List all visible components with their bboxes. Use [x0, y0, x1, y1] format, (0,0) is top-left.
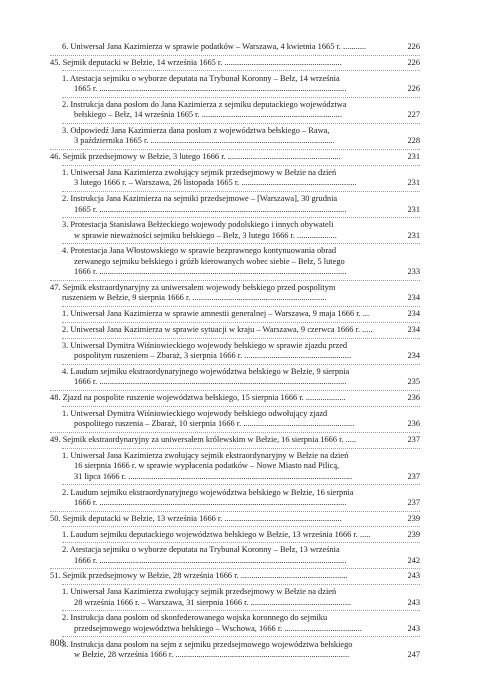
toc-entry-title: [62, 451, 398, 482]
toc-divider: [50, 55, 420, 56]
toc-page-number: 237: [407, 497, 420, 507]
toc-section: [50, 435, 420, 445]
toc-page-number: 237: [407, 471, 420, 481]
toc-section: [50, 283, 420, 304]
toc-page-number: 234: [407, 325, 420, 335]
page-number: 808: [50, 639, 65, 649]
toc-page-number: 226: [407, 83, 420, 93]
toc-divider: [62, 123, 420, 124]
toc-page-number: 242: [407, 555, 420, 565]
toc-divider: [50, 390, 420, 391]
toc-entry-line: 3. Protestacja Stanisława Bełżeckiego wojewody podolskiego i innych obywateli: [62, 220, 334, 230]
toc-entry-title: [62, 488, 398, 509]
toc-divider: [62, 338, 420, 339]
toc-entry-line: 1665 r. ......................................................................................................................: [74, 204, 347, 214]
toc-page-number: 231: [407, 152, 420, 162]
toc-entry-line: 1. Laudum sejmiku deputackiego województwa bełskiego w Bełzie, 13 września 1666 r. .....: [62, 529, 371, 539]
toc-entry-line: 1666 r. ......................................................................................................................: [74, 267, 347, 277]
toc-entry-line: 2. Instrukcja Jana Kazimierza na sejmiki przedsejmowe – [Warszawa], 30 grudnia: [62, 194, 338, 204]
toc-page-number: 231: [407, 178, 420, 188]
toc-entry-title: [50, 152, 398, 162]
toc-entry-line: 6. Uniwersał Jana Kazimierza w sprawie podatków – Warszawa, 4 kwietnia 1665 r. ...........: [62, 42, 367, 51]
toc-entry-line: 50. Sejmik deputacki w Bełzie, 13 września 1666 r. ........................................................: [50, 513, 342, 523]
toc-entry-title: [62, 220, 398, 241]
toc-entry-line: w sprawie nieważności sejmiku bełskiego – Bełz, 3 lutego 1666 r. ...................: [74, 230, 337, 240]
toc-subentry: [50, 530, 420, 540]
toc-entry-title: [62, 587, 398, 608]
toc-section: [50, 571, 420, 581]
toc-divider: [62, 542, 420, 543]
toc-entry-line: 1. Uniwersał Jana Kazimierza zwołujący sejmik przedsejmowy w Bełzie na dzień: [62, 167, 337, 177]
toc-divider: [50, 568, 420, 569]
toc-entry-title: [50, 283, 398, 304]
toc-divider: [62, 484, 420, 485]
toc-entry-line: 47. Sejmik ekstraordynaryjny za uniwersałem wojewody bełskiego przed pospolitym: [50, 283, 336, 293]
toc-entry-title: [62, 341, 398, 362]
toc-entry-line: w Bełzie, 28 września 1666 r. ...................................................................................: [74, 650, 350, 660]
toc-subentry: [50, 309, 420, 319]
toc-entry-line: 2. Instrukcja dana posłom od skonfederowanego wojska koronnego do sejmiku: [62, 613, 328, 623]
toc-entry-title: [62, 168, 398, 189]
toc-entry-line: 48. Zjazd na pospolite ruszenie województwa bełskiego, 15 sierpnia 1666 r. ...................: [50, 393, 346, 403]
toc-divider: [62, 70, 420, 71]
toc-entry-line: 3. Odpowiedź Jana Kazimierza dana posłom z województwa bełskiego – Rawa,: [62, 125, 330, 135]
toc-divider: [50, 432, 420, 433]
toc-entry-line: pospolitego ruszenia – Zbaraż, 10 sierpnia 1666 r. .....................................................: [74, 419, 355, 429]
toc-divider: [62, 364, 420, 365]
toc-subentry: [50, 409, 420, 430]
toc-entry-title: [50, 435, 398, 445]
toc-entry-title: [62, 42, 398, 52]
toc-entry-line: 4. Protestacja Jana Włostowskiego w sprawie bezprawnego kontynuowania obrad: [62, 246, 337, 256]
toc-entry-line: 3. Instrukcja dana posłom na sejm z sejmiku przedsejmowego województwa bełskiego: [62, 639, 353, 649]
toc-page-number: 228: [407, 136, 420, 146]
toc-entry-line: 2. Laudum sejmiku ekstraordynaryjnego województwa bełskiego w Bełzie, 16 sierpnia: [62, 487, 354, 497]
toc-divider: [62, 97, 420, 98]
toc-subentry: [50, 168, 420, 189]
toc-entry-title: [62, 640, 398, 661]
toc-entry-line: 28 września 1666 r. – Warszawa, 31 sierpnia 1666 r. ................................................: [74, 597, 352, 607]
toc-entry-line: 2. Uniwersał Jana Kazimierza w sprawie sytuacji w kraju – Warszawa, 9 czerwca 1666 r. .....: [62, 325, 373, 335]
toc-subentry: [50, 341, 420, 362]
toc-page-number: 247: [407, 650, 420, 660]
toc-page-number: 226: [407, 42, 420, 51]
toc-entry-line: 1666 r. ......................................................................................................................: [74, 377, 347, 387]
toc-entry-line: 45. Sejmik deputacki w Bełzie, 14 września 1665 r. ........................................................: [50, 57, 342, 67]
toc-entry-title: [62, 409, 398, 430]
toc-entry-line: 49. Sejmik ekstraordynaryjny za uniwersałem królewskim w Bełzie, 16 sierpnia 1666 r. .....: [50, 435, 357, 445]
toc-entry-line: 1. Uniwersał Jana Kazimierza w sprawie amnestii generalnej – Warszawa, 9 maja 1666 r. ...: [62, 309, 370, 319]
toc-page-number: 231: [407, 204, 420, 214]
toc-entry-title: [62, 246, 398, 277]
toc-divider: [62, 584, 420, 585]
toc-divider: [62, 165, 420, 166]
toc-section: [50, 514, 420, 524]
toc-entry-line: 51. Sejmik przedsejmowy w Bełzie, 28 września 1666 r. ...................................................: [50, 571, 348, 581]
toc-subentry: [50, 74, 420, 95]
toc-entry-title: [62, 74, 398, 95]
toc-entry-title: [50, 571, 398, 581]
toc-entry-line: 1. Uniwersał Jana Kazimierza zwołujący sejmik ekstraordynaryjny w Bełzie na dzień: [62, 450, 349, 460]
toc-page-number: 234: [407, 293, 420, 303]
toc-page-number: 239: [407, 529, 420, 539]
toc-entry-title: [62, 530, 398, 540]
toc-entry-line: 46. Sejmik przedsejmowy w Bełzie, 3 lutego 1666 r. ......................................................: [50, 152, 341, 162]
toc-divider: [62, 306, 420, 307]
toc-divider: [62, 217, 420, 218]
toc-divider: [50, 149, 420, 150]
toc-subentry: [50, 100, 420, 121]
table-of-contents: [50, 42, 420, 660]
toc-entry-line: 1. Uniwersał Jana Kazimierza zwołujący sejmik przedsejmowy w Bełzie na dzień: [62, 587, 337, 597]
toc-subentry: [50, 545, 420, 566]
toc-entry-title: [62, 126, 398, 147]
toc-subentry: [50, 246, 420, 277]
toc-divider: [62, 610, 420, 611]
toc-page-number: 243: [407, 597, 420, 607]
toc-subentry: [50, 126, 420, 147]
toc-subentry: [50, 220, 420, 241]
toc-page-number: 226: [407, 57, 420, 67]
toc-divider: [50, 511, 420, 512]
toc-divider: [50, 280, 420, 281]
toc-section: [50, 393, 420, 403]
toc-entry-line: 1666 r. ......................................................................................................................: [74, 555, 347, 565]
toc-page-number: 233: [407, 267, 420, 277]
toc-page-number: 237: [407, 435, 420, 445]
toc-entry-line: przedsejmowego województwa bełskiego – Wschowa, 1666 r. .....................................: [74, 623, 362, 633]
toc-entry-line: 3. Uniwersał Dymitra Wiśniowieckiego wojewody bełskiego w sprawie zjazdu przed: [62, 340, 348, 350]
toc-subentry: [50, 488, 420, 509]
toc-divider: [62, 322, 420, 323]
toc-subentry: [50, 325, 420, 335]
toc-page-number: 234: [407, 309, 420, 319]
toc-entry-title: [62, 325, 398, 335]
toc-section: [50, 152, 420, 162]
toc-entry-line: 1665 r. ......................................................................................................................: [74, 83, 347, 93]
toc-entry-line: 1. Atestacja sejmiku o wyborze deputata na Trybunał Koronny – Bełz, 14 września: [62, 73, 340, 83]
toc-page-number: 239: [407, 513, 420, 523]
toc-entry-line: 3 października 1665 r. ........................................................................................: [74, 136, 335, 146]
toc-subentry: [50, 42, 420, 52]
toc-divider: [62, 636, 420, 637]
toc-entry-line: 1. Uniwersał Dymitra Wiśniowieckiego wojewody bełskiego odwołujący zjazd: [62, 408, 328, 418]
toc-page-number: 243: [407, 623, 420, 633]
toc-entry-line: 2. Atestacja sejmiku o wyborze deputata na Trybunał Koronny – Bełz, 13 września: [62, 545, 340, 555]
toc-entry-line: 2. Instrukcja dana posłom do Jana Kazimierza z sejmiku deputackiego województwa: [62, 99, 347, 109]
toc-subentry: [50, 613, 420, 634]
toc-entry-line: pospolitym ruszeniem – Zbaraż, 3 sierpnia 1666 r. ...................................................: [74, 351, 352, 361]
toc-entry-title: [50, 58, 398, 68]
toc-entry-title: [62, 545, 398, 566]
toc-subentry: [50, 640, 420, 661]
toc-subentry: [50, 194, 420, 215]
toc-entry-title: [62, 309, 398, 319]
toc-entry-title: [50, 393, 398, 403]
toc-divider: [62, 191, 420, 192]
toc-subentry: [50, 367, 420, 388]
toc-page-number: 227: [407, 110, 420, 120]
toc-divider: [62, 448, 420, 449]
toc-divider: [62, 243, 420, 244]
toc-entry-title: [62, 194, 398, 215]
toc-entry-line: 4. Laudum sejmiku ekstraordynaryjnego województwa bełskiego w Bełzie, 9 sierpnia: [62, 367, 350, 376]
toc-section: [50, 58, 420, 68]
toc-page-number: 235: [407, 377, 420, 387]
toc-subentry: [50, 587, 420, 608]
toc-entry-title: [50, 514, 398, 524]
toc-entry-line: 1666 r. ......................................................................................................................: [74, 497, 347, 507]
toc-entry-line: ruszeniem w Bełzie, 9 sierpnia 1666 r. ................................................................: [62, 293, 327, 303]
toc-entry-line: 31 lipca 1666 r. ...........................................................................................................: [74, 471, 353, 481]
toc-divider: [62, 406, 420, 407]
toc-page-number: 236: [407, 393, 420, 403]
toc-page-number: 236: [407, 419, 420, 429]
toc-entry-line: 16 sierpnia 1666 r. w sprawie wypłacenia podatków – Nowe Miasto nad Pilicą,: [74, 461, 340, 471]
toc-page-number: 234: [407, 351, 420, 361]
toc-divider: [62, 526, 420, 527]
toc-entry-title: [62, 367, 398, 388]
toc-entry-title: [62, 100, 398, 121]
toc-page-number: 231: [407, 230, 420, 240]
toc-entry-title: [62, 613, 398, 634]
toc-entry-line: zerwanego sejmiku bełskiego i gróźb kierowanych wobec siebie – Bełz, 5 lutego: [74, 256, 345, 266]
toc-entry-line: bełskiego – Bełz, 14 września 1665 r. ...................................................................: [74, 110, 342, 120]
toc-page-number: 243: [407, 571, 420, 581]
toc-subentry: [50, 451, 420, 482]
toc-entry-line: 3 lutego 1666 r. – Warszawa, 26 listopada 1665 r. .......................................................: [74, 178, 357, 188]
